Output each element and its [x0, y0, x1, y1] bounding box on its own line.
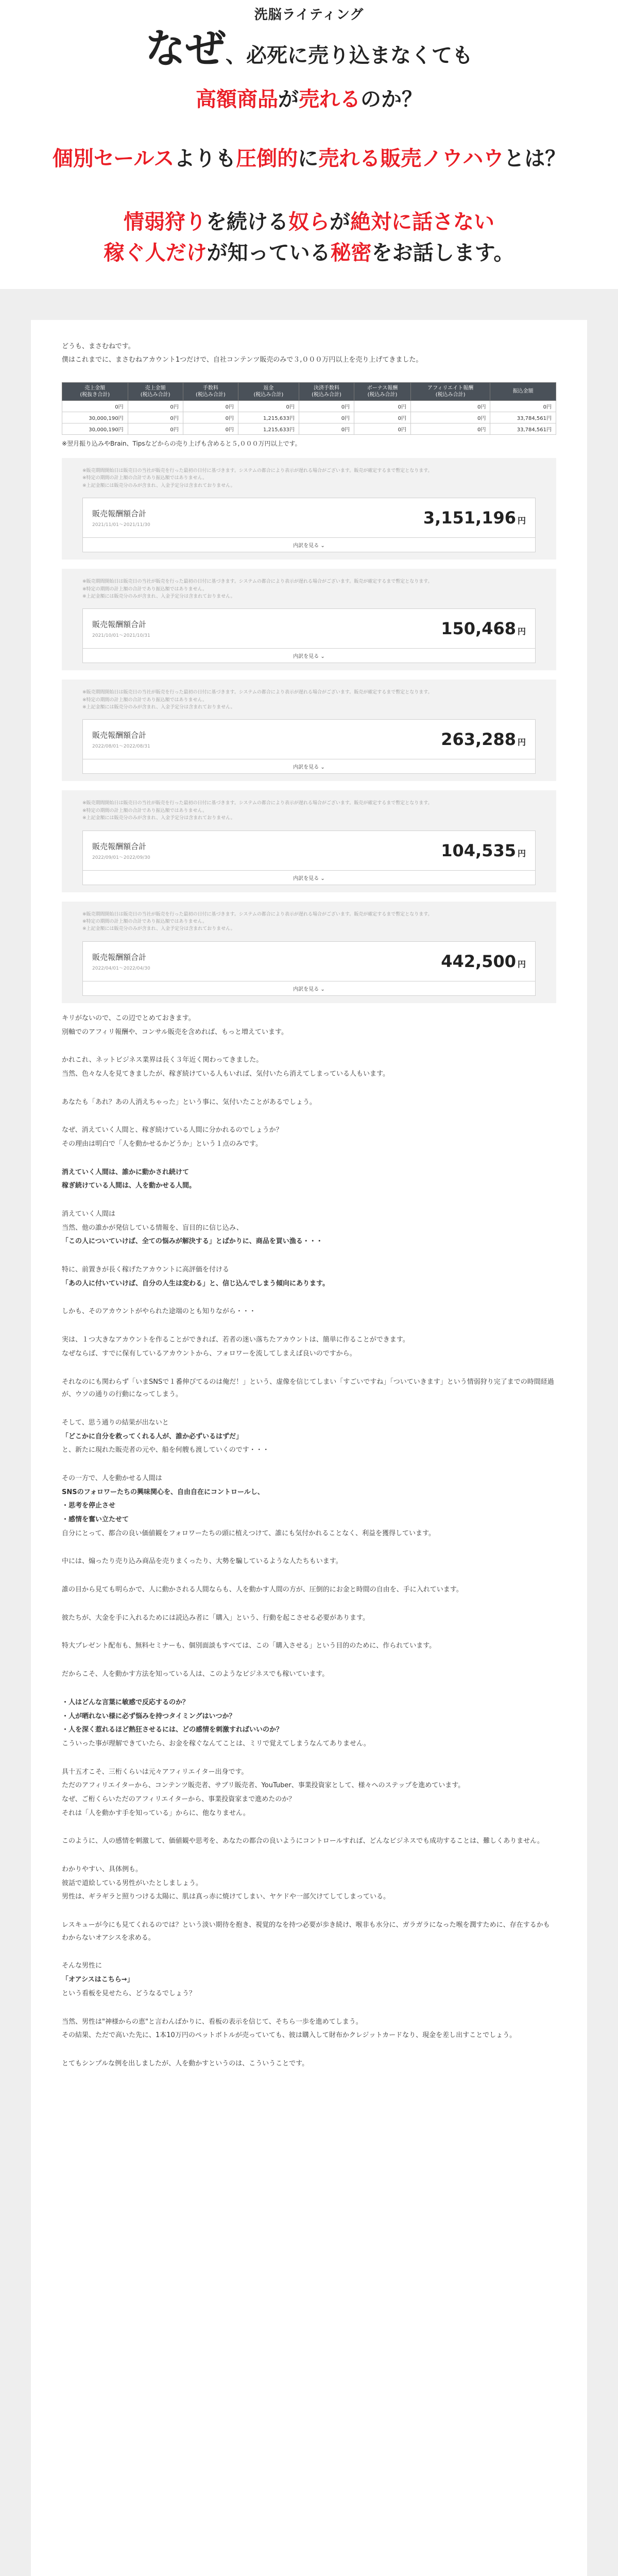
hero-highlight: 情弱狩り	[124, 210, 206, 234]
table-cell: 0円	[238, 400, 299, 412]
sales-table	[62, 382, 556, 435]
table-cell: 0円	[490, 400, 556, 412]
sales-report-card	[62, 790, 556, 892]
report-note: ※上記金額には販売分のみが含まれ、入金予定分は含まれておりません。	[82, 594, 235, 599]
report-note: ※特定の期間の計上額の合計であり振込額ではありません。	[82, 919, 208, 925]
body-paragraph: だからこそ、人を動かす方法を知っている人は、このようなビジネスでも稼いています。	[62, 1670, 329, 1679]
sales-report-card	[62, 458, 556, 560]
body-paragraph: 中には、煽ったり売り込み商品を売りまくったり、大勢を騙しているような人たちもいます。	[62, 1557, 342, 1566]
report-date: 2022/08/01〜2022/08/31	[92, 744, 150, 750]
table-header-cell: アフィリエイト報酬 (税込み合計)	[410, 382, 490, 400]
body-paragraph: 当然、男性は"神様からの恵"と言わんばかりに、看板の表示を信じて、そちら一歩を進めてしまう。	[62, 2018, 363, 2026]
body-paragraph: あなたも「あれ？あの人消えちゃった」という事に、気付いたことがあるでしょう。	[62, 1098, 316, 1106]
body-bullet: ・感情を奮い立たせて	[62, 1516, 129, 1524]
body-paragraph: と、新たに現れた販売者の元や、船を何艘も渡していくのです・・・	[62, 1446, 269, 1454]
body-emphasis: 「どこかに自分を救ってくれる人が、誰か必ずいるはずだ」	[62, 1432, 243, 1440]
report-summary	[82, 498, 536, 538]
table-row	[62, 423, 556, 434]
body-paragraph: それなのにも関わらず「いまSNSで１番伸びてるのは俺だ！」という、虚像を信じてしまい「すごいですね」「ついていきます」という情弱狩り完了までの時間経過が、ウソの通りの行動になってしまう。	[62, 1378, 554, 1399]
report-amount-unit: 円	[517, 516, 526, 526]
hero-highlight: 秘密	[330, 241, 372, 265]
body-paragraph: キリがないので、この辺でとめておきます。	[62, 1014, 195, 1022]
report-summary	[82, 719, 536, 759]
table-cell: 0円	[183, 423, 238, 434]
table-header-cell: 決済手数料 (税込み合計)	[299, 382, 354, 400]
body-paragraph: わかりやすい、具体例も。	[62, 1866, 143, 1874]
hero-text: に	[298, 146, 319, 171]
hero-title-why: なぜ	[145, 26, 226, 72]
body-bullet: ・人を深く惹れるほど熱狂させるには、どの感情を刺激すればいいのか？	[62, 1726, 283, 1734]
report-summary	[82, 831, 536, 871]
report-amount	[441, 619, 526, 638]
body-paragraph: その理由は明白で「人を動かせるかどうか」という１点のみです。	[62, 1140, 262, 1148]
report-note: ※販売期間開始日は販売日の当社が販売を行った最初の日付に基づきます。システムの都合により表示が遅れる場合がございます。販売が確定するまで暫定となります。	[82, 690, 433, 696]
body-paragraph: 彼たちが、大金を手に入れるためには読込み者に「購入」という、行動を起こさせる必要があります。	[62, 1614, 369, 1622]
body-paragraph: 特大プレゼント配布も、無料セミナーも、個別面談もすべては、この「購入させる」という目的のために、作られています。	[62, 1642, 436, 1650]
hero-text: を続ける	[206, 210, 288, 234]
table-header-cell: ボーナス報酬 (税込み合計)	[354, 382, 411, 400]
body-paragraph: なぜ、消えていく人間と、稼ぎ続けている人間に分かれるのでしょうか？	[62, 1126, 283, 1134]
hero-line-3	[0, 142, 618, 172]
view-breakdown-button[interactable]: 内訳を見る ⌄	[82, 759, 536, 774]
body-paragraph: こういった事が理解できていたら、お金を稼ぐなんてことは、ミリで覚えてしまうなんてありません。	[62, 1739, 370, 1748]
body-paragraph: ただのアフィリエイターから、コンテンツ販売者、サブリ販売者、YouTuber、事業投資家として、様々へのステップを進めています。	[62, 1782, 465, 1790]
article-card	[31, 320, 587, 2576]
table-header-cell: 返金 (税込み合計)	[238, 382, 299, 400]
body-paragraph: その結果、ただで高いた先に、1本10万円のペットボトルが売っていても、彼は購入して財布かクレジットカードなり、現金を差し出すことでしょう。	[62, 2031, 517, 2040]
body-paragraph: 具十五才こそ、三桁くらいは元々アフィリエイター出身です。	[62, 1768, 248, 1776]
body-paragraph: 当然、色々な人を見てきましたが、稼ぎ続けている人もいれば、気付いたら消えてしまっている人もいます。	[62, 1070, 389, 1078]
table-cell: 0円	[299, 423, 354, 434]
body-bullet: ・人はどんな言葉に敏感で反応するのか？	[62, 1698, 190, 1706]
report-date: 2022/04/01〜2022/04/30	[92, 965, 150, 971]
hero-text: のか？	[360, 87, 422, 111]
report-amount-unit: 円	[517, 848, 526, 858]
report-date: 2022/09/01〜2022/09/30	[92, 855, 150, 860]
report-note: ※上記金額には販売分のみが含まれ、入金予定分は含まれておりません。	[82, 816, 235, 821]
hero-text: とは？	[504, 146, 566, 171]
table-row	[62, 400, 556, 412]
report-label: 販売報酬額合計	[92, 841, 147, 851]
table-cell: 0円	[354, 412, 411, 423]
hero-line-4	[0, 207, 618, 268]
report-note: ※特定の期間の計上額の合計であり振込額ではありません。	[82, 476, 208, 481]
hero-header	[0, 0, 618, 289]
body-emphasis: 消えていく人間は、誰かに動かされ続けて	[62, 1168, 190, 1176]
body-paragraph: とてもシンプルな例を出しましたが、人を動かすというのは、こういうことです。	[62, 2059, 309, 2067]
body-paragraph: という看板を見せたら、どうなるでしょう？	[62, 1989, 196, 1997]
table-cell: 0円	[410, 412, 490, 423]
table-cell: 0円	[128, 400, 183, 412]
sales-report-card	[62, 902, 556, 1003]
hero-subtitle: 洗脳ライティング	[254, 7, 364, 23]
body-emphasis: 「あの人に付いていけば、自分の人生は変わる」と、信じ込んでしまう傾向にあります。	[62, 1279, 329, 1287]
hero-highlight: 奴ら	[288, 210, 330, 234]
hero-highlight: 絶対に話さない	[350, 210, 494, 234]
body-paragraph: それは「人を動かす手を知っている」からに、他なりません。	[62, 1809, 250, 1817]
table-cell: 0円	[354, 400, 411, 412]
view-breakdown-button[interactable]: 内訳を見る ⌄	[82, 649, 536, 663]
sales-report-card	[62, 680, 556, 781]
report-note: ※販売期間開始日は販売日の当社が販売を行った最初の日付に基づきます。システムの都合により表示が遅れる場合がございます。販売が確定するまで暫定となります。	[82, 801, 433, 806]
table-cell: 1,215,633円	[238, 412, 299, 423]
hero-title	[0, 25, 618, 74]
body-emphasis: SNSのフォロワーたちの興味関心を、自由自在にコントロールし、	[62, 1488, 264, 1496]
body-paragraph: 自分にとって、都合の良い価値観をフォロワーたちの頭に植えつけて、誰にも気付かれることなく、利益を獲得しています。	[62, 1529, 436, 1537]
report-label: 販売報酬額合計	[92, 731, 147, 740]
report-note: ※販売期間開始日は販売日の当社が販売を行った最初の日付に基づきます。システムの都合により表示が遅れる場合がございます。販売が確定するまで暫定となります。	[82, 468, 433, 473]
body-paragraph: 実は、１つ大きなアカウントを作ることができれば、若者の迷い落ちたアカウントは、簡単に作ることができます。	[62, 1336, 409, 1344]
table-cell: 1,215,633円	[238, 423, 299, 434]
body-paragraph: かれこれ、ネットビジネス業界は長く３年近く関わってきました。	[62, 1056, 263, 1064]
hero-highlight: 高額商品	[196, 87, 278, 111]
body-paragraph: 消えていく人間は	[62, 1210, 116, 1218]
report-note: ※上記金額には販売分のみが含まれ、入金予定分は含まれておりません。	[82, 483, 235, 488]
hero-text: よりも	[174, 146, 236, 171]
table-cell: 0円	[410, 423, 490, 434]
body-paragraph: 当然、他の誰かが発信している情報を、盲目的に信じ込み、	[62, 1224, 243, 1232]
report-amount-unit: 円	[517, 626, 526, 637]
report-amount-value: 442,500	[441, 951, 516, 971]
report-notes	[82, 467, 536, 489]
report-notes	[82, 578, 536, 600]
intro-paragraph: 僕はこれまでに、まさむねアカウント1つだけで、自社コンテンツ販売のみで３,０００万円以上を売り上げてきました。	[62, 356, 423, 364]
table-header-cell: 手数料 (税込み合計)	[183, 382, 238, 400]
report-note: ※上記金額には販売分のみが含まれ、入金予定分は含まれておりません。	[82, 705, 235, 710]
body-paragraph: 男性は、ギラギラと照りつける太陽に、肌は真っ赤に焼けてしまい、ヤケドや一部欠けてしてしまっている。	[62, 1893, 390, 1901]
view-breakdown-button[interactable]: 内訳を見る ⌄	[82, 981, 536, 996]
table-cell: 0円	[299, 400, 354, 412]
body-paragraph: 別軸でのアフィリ報酬や、コンサル販売を含めれば、もっと増えています。	[62, 1028, 288, 1036]
hero-highlight: 売れる	[299, 87, 360, 111]
view-breakdown-button[interactable]: 内訳を見る ⌄	[82, 538, 536, 552]
report-amount	[441, 730, 526, 749]
body-emphasis: 「この人についていけば、全ての悩みが解決する」とばかりに、商品を買い漁る・・・	[62, 1238, 323, 1246]
body-paragraph: このように、人の感情を刺激して、価値観や思考を、あなたの都合の良いようにコントロールすれば、どんなビジネスでも成功することは、難しくありません。	[62, 1837, 544, 1845]
table-header-cell: 振込金額	[490, 382, 556, 400]
table-cell: 0円	[354, 423, 411, 434]
body-bullet: ・思考を停止させ	[62, 1502, 116, 1510]
table-cell: 0円	[62, 400, 128, 412]
sales-table-header	[62, 382, 556, 400]
body-paragraph: なぜ、ご桁くらいただのアフィリエイターから、事業投資家まで進めたのか？	[62, 1795, 296, 1803]
table-cell: 0円	[183, 400, 238, 412]
table-cell: 0円	[410, 400, 490, 412]
table-note: ※翌月振り込みやBrain、Tipsなどからの売り上げも含めると５,０００万円以上です。	[62, 439, 301, 447]
body-paragraph: なぜならば、すでに保有しているアカウントから、フォロワーを流してしまえば良いのですから。	[62, 1349, 356, 1358]
body-emphasis: 「オアシスはこちら→」	[62, 1976, 134, 1984]
report-amount-unit: 円	[517, 959, 526, 969]
table-cell: 0円	[128, 412, 183, 423]
body-paragraph: しかも、そのアカウントがやられた途端のとも知りながら・・・	[62, 1308, 256, 1316]
table-cell: 33,784,561円	[490, 423, 556, 434]
report-amount-unit: 円	[517, 737, 526, 748]
body-emphasis: 稼ぎ続けている人間は、人を動かせる人間。	[62, 1182, 196, 1190]
report-note: ※特定の期間の計上額の合計であり振込額ではありません。	[82, 808, 208, 814]
table-cell: 0円	[128, 423, 183, 434]
table-cell: 30,000,190円	[62, 423, 128, 434]
report-note: ※上記金額には販売分のみが含まれ、入金予定分は含まれておりません。	[82, 926, 235, 932]
body-paragraph: その一方で、人を動かせる人間は	[62, 1474, 162, 1482]
table-cell: 30,000,190円	[62, 412, 128, 423]
hero-highlight: 個別セールス	[52, 146, 175, 171]
hero-text: が知っている	[207, 241, 331, 265]
table-row	[62, 412, 556, 423]
report-date: 2021/10/01〜2021/10/31	[92, 633, 150, 639]
report-notes	[82, 911, 536, 933]
table-header-cell: 売上金額 (税抜き合計)	[62, 382, 128, 400]
body-paragraph: そして、思う通りの結果が出ないと	[62, 1418, 169, 1427]
table-cell: 0円	[183, 412, 238, 423]
table-cell: 33,784,561円	[490, 412, 556, 423]
report-note: ※販売期間開始日は販売日の当社が販売を行った最初の日付に基づきます。システムの都合により表示が遅れる場合がございます。販売が確定するまで暫定となります。	[82, 911, 433, 917]
report-amount-value: 150,468	[441, 619, 516, 639]
report-label: 販売報酬額合計	[92, 952, 147, 962]
body-paragraph: 彼話で道絵している男性がいたとしましょう。	[62, 1879, 203, 1887]
report-amount	[441, 841, 526, 860]
report-note: ※特定の期間の計上額の合計であり振込額ではありません。	[82, 697, 208, 703]
report-notes	[82, 689, 536, 711]
hero-text: をお話します。	[371, 241, 514, 265]
hero-text: が	[278, 87, 299, 111]
report-amount	[423, 508, 526, 528]
report-amount	[441, 952, 526, 971]
hero-highlight: 売れる販売ノウハウ	[318, 146, 504, 171]
sales-report-card	[62, 569, 556, 670]
report-summary	[82, 941, 536, 981]
report-date: 2021/11/01〜2021/11/30	[92, 522, 150, 528]
table-cell: 0円	[299, 412, 354, 423]
hero-highlight: 圧倒的	[236, 146, 298, 171]
body-paragraph: レスキューが今にも見てくれるのでは？という淡い期待を抱き、視覚的なを持つ必要が歩き続け、喉非も水分に、ガラガラになった喉を潤すために、存在するかもわからないオアシスを求める。	[62, 1921, 550, 1942]
report-notes	[82, 800, 536, 822]
report-label: 販売報酬額合計	[92, 509, 147, 519]
report-amount-value: 263,288	[441, 730, 516, 750]
view-breakdown-button[interactable]: 内訳を見る ⌄	[82, 871, 536, 885]
body-paragraph: 特に、前置きが長く稼げたアカウントに高評価を付ける	[62, 1266, 229, 1274]
content-background	[0, 289, 618, 2576]
report-note: ※特定の期間の計上額の合計であり振込額ではありません。	[82, 586, 208, 592]
body-bullet: ・人が晒れない様に必ず悩みを持つタイミングはいつか？	[62, 1712, 236, 1720]
hero-title-rest: 、必死に売り込まなくても	[226, 44, 473, 67]
report-amount-value: 104,535	[441, 840, 516, 860]
body-paragraph: 誰の目から見ても明らかで、人に動かされる人間ならも、人を動かす人間の方が、圧倒的にお金と時間の自由を、手に入れています。	[62, 1586, 463, 1594]
body-paragraph: そんな男性に	[62, 1962, 102, 1970]
report-amount-value: 3,151,196	[423, 508, 516, 528]
table-header-cell: 売上金額 (税込み合計)	[128, 382, 183, 400]
hero-highlight: 稼ぐ人だけ	[104, 241, 207, 265]
report-label: 販売報酬額合計	[92, 620, 147, 630]
hero-text: が	[330, 210, 350, 234]
hero-line-2	[0, 83, 618, 112]
report-summary	[82, 608, 536, 649]
greeting: どうも、まさむねです。	[62, 342, 135, 350]
report-note: ※販売期間開始日は販売日の当社が販売を行った最初の日付に基づきます。システムの都合により表示が遅れる場合がございます。販売が確定するまで暫定となります。	[82, 579, 433, 585]
